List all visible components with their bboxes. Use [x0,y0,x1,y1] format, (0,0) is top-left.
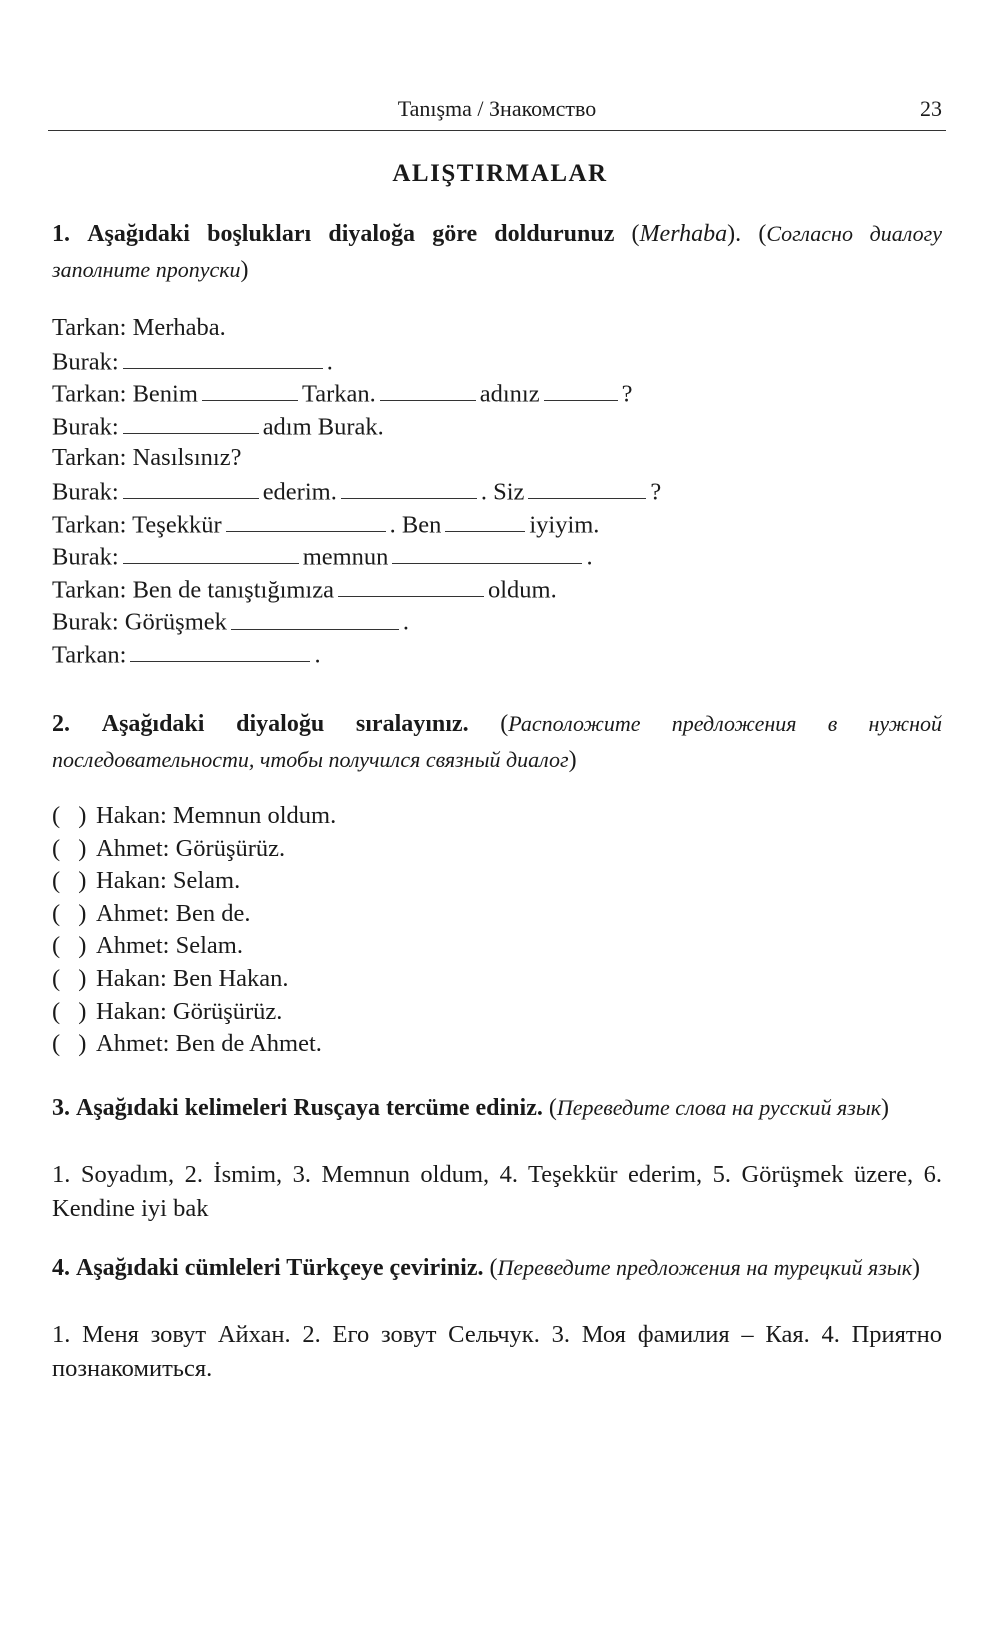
exercise-2-list [52,800,942,1061]
line-text: Tarkan: Merhaba. [52,314,226,341]
blank-field[interactable] [341,475,477,499]
ordering-item-text: Hakan: Ben Hakan. [96,964,289,992]
line-text: iyiyim. [529,510,600,538]
line-text: . [586,543,593,571]
blank-field[interactable] [392,540,582,564]
ordering-item-text: Ahmet: Ben de Ahmet. [96,1030,322,1058]
dialogue-line [52,508,942,541]
line-text: . Ben [389,510,442,538]
line-text: . [314,641,321,669]
exercise-1-number: 1. [52,221,70,247]
dialogue-line [52,377,942,410]
line-text: memnun [302,543,389,571]
dialogue-line [52,605,942,638]
dialogue-line [52,475,942,508]
header-title: Tanışma / Знакомство [397,96,597,121]
line-text: oldum. [488,576,557,604]
dialogue-line [52,638,942,671]
order-slot[interactable]: ( ) [52,932,93,960]
running-header [48,96,946,131]
ordering-item-text: Ahmet: Selam. [96,932,243,960]
blank-field[interactable] [202,377,298,401]
dialogue-line [52,410,942,443]
dialogue-line [52,573,942,606]
exercise-2-text: Aşağıdaki diyaloğu sıralayınız. [101,711,469,737]
blank-field[interactable] [123,475,259,499]
line-text: adım Burak. [262,413,384,441]
exercise-3-text: Aşağıdaki kelimeleri Rusçaya tercüme ediniz. [76,1095,543,1121]
line-text: Tarkan: Teşekkür [52,510,222,538]
order-slot[interactable]: ( ) [52,964,93,992]
line-text: Burak: [52,347,119,375]
ordering-item [52,865,942,898]
blank-field[interactable] [226,508,386,532]
blank-field[interactable] [445,508,525,532]
exercise-4-translation: Переведите предложения на турецкий язык [497,1255,912,1280]
exercise-2-instruction: 2. Aşağıdaki diyaloğu sıralayınız. (Расположите предложения в нужной последовательности, чтобы получился связный диалог) [52,711,943,773]
page-number: 23 [920,96,942,121]
exercise-1-translation: Согласно диалогу заполните пропуски [52,221,943,282]
exercise-4-content: 1. Меня зовут Айхан. 2. Его зовут Сельчук. 3. Моя фамилия – Кая. 4. Приятно познакомиться. [52,1321,942,1382]
dialogue-line [52,345,942,378]
order-slot[interactable]: ( ) [52,802,93,829]
ordering-item [52,898,942,931]
exercise-3-content: 1. Soyadım, 2. İsmim, 3. Memnun oldum, 4. Teşekkür ederim, 5. Görüşmek üzere, 6. Kendine iyi bak [52,1161,942,1222]
ordering-item-text: Hakan: Selam. [96,867,241,895]
blank-field[interactable] [544,377,618,401]
exercise-3-number: 3. [52,1095,70,1121]
blank-field[interactable] [123,540,299,564]
order-slot[interactable]: ( ) [52,834,93,862]
line-text: Burak: Görüşmek [52,608,227,636]
ordering-item-text: Ahmet: Görüşürüz. [96,834,286,862]
ordering-item [52,996,942,1029]
line-text: ? [650,478,662,506]
line-text: Burak: [52,413,119,441]
ordering-item [52,930,942,963]
ordering-item [52,963,942,996]
exercise-1-example: Merhaba [639,221,728,247]
line-text: Burak: [52,478,119,506]
line-text: Tarkan: [52,641,127,669]
line-text: ? [621,380,633,408]
blank-field[interactable] [380,377,476,401]
line-text: Tarkan: Nasılsınız? [52,444,242,472]
line-text: adınız [479,380,540,408]
line-text: Tarkan: Benim [52,380,198,408]
ordering-item-text: Ahmet: Ben de. [96,899,251,927]
ordering-item [52,833,942,866]
blank-field[interactable] [338,573,484,597]
blank-field[interactable] [231,605,399,629]
section-title: ALIŞTIRMALAR [392,160,608,187]
ordering-item [52,800,942,833]
exercise-3-instruction: 3. Aşağıdaki kelimeleri Rusçaya tercüme ediniz. (Переведите слова на русский язык) [52,1095,890,1121]
line-text: Burak: [52,543,119,571]
exercise-2-number: 2. [52,711,70,737]
line-text: ederim. [262,478,337,506]
order-slot[interactable]: ( ) [52,997,93,1025]
blank-field[interactable] [123,410,259,434]
dialogue-line [52,540,942,573]
exercise-4-instruction: 4. Aşağıdaki cümleleri Türkçeye çeviriniz. (Переведите предложения на турецкий язык) [52,1255,920,1281]
dialogue-line [52,312,942,345]
exercise-3-translation: Переведите слова на русский язык [556,1095,882,1120]
exercise-4-text: Aşağıdaki cümleleri Türkçeye çeviriniz. [76,1255,484,1281]
order-slot[interactable]: ( ) [52,867,93,895]
blank-field[interactable] [528,475,646,499]
line-text: . [326,347,333,375]
dialogue-line [52,442,942,475]
line-text: . Siz [480,478,525,506]
order-slot[interactable]: ( ) [52,899,93,927]
exercise-2-translation: Расположите предложения в нужной последовательности, чтобы получился связный диалог [52,711,943,772]
ordering-item [52,1028,942,1061]
line-text: Tarkan: Ben de tanıştığımıza [52,576,334,604]
exercise-1-instruction: 1. Aşağıdaki boşlukları diyaloğa göre doldurunuz (Merhaba). (Согласно диалогу заполните пропуски) [52,221,943,283]
blank-field[interactable] [130,638,310,662]
line-text: . [402,608,409,636]
order-slot[interactable]: ( ) [52,1030,93,1058]
exercise-4-number: 4. [52,1255,70,1281]
line-text: Tarkan. [301,380,376,408]
ordering-item-text: Hakan: Görüşürüz. [96,997,283,1025]
blank-field[interactable] [123,345,323,369]
exercise-1-dialogue [52,312,942,671]
ordering-item-text: Hakan: Memnun oldum. [96,802,337,829]
exercise-1-text: Aşağıdaki boşlukları diyaloğa göre doldurunuz [87,221,615,247]
